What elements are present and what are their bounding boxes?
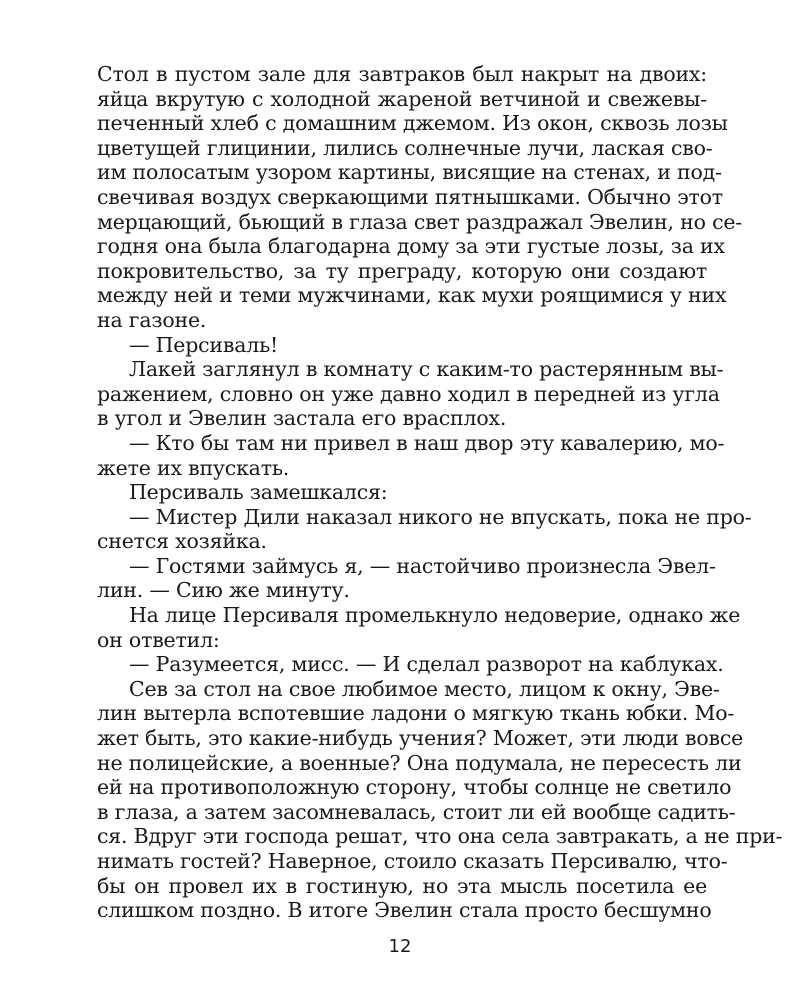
text-line: он ответил: <box>97 627 220 652</box>
text-line: мерцающий, бьющий в глаза свет раздражал Эвелин, но се- <box>97 209 743 234</box>
text-line: покровительство, за ту преграду, которую они создают <box>97 258 707 283</box>
text-line: ражением, словно он уже давно ходил в передней из угла <box>97 381 720 406</box>
text-line: — Гостями займусь я, — настойчиво произнесла Эвел- <box>129 553 716 578</box>
text-line: Стол в пустом зале для завтраков был накрыт на двоих: <box>97 62 707 86</box>
text-line: слишком поздно. В итоге Эвелин стала просто бесшумно <box>97 898 712 923</box>
text-line: на газоне. <box>97 307 207 332</box>
text-line: На лице Персиваля промелькнуло недоверие, однако же <box>129 603 741 628</box>
text-line: цветущей глицинии, лились солнечные лучи, лаская сво- <box>97 135 713 160</box>
text-line: печенный хлеб с домашним джемом. Из окон, сквозь лозы <box>97 111 728 136</box>
text-line: ся. Вдруг эти господа решат, что она села завтракать, а не при- <box>97 824 783 849</box>
text-line: — Мистер Дили наказал никого не впускать, пока не про- <box>129 504 752 529</box>
text-line: яйца вкрутую с холодной жареной ветчиной и свежевы- <box>97 86 707 111</box>
text-line: ей на противоположную сторону, чтобы солнце не светило <box>97 775 732 800</box>
text-line: в глаза, а затем засомневалась, стоит ли ей вообще садить- <box>97 799 736 824</box>
text-line: лин. — Сию же минуту. <box>97 578 350 603</box>
text-line: Сев за стол на свое любимое место, лицом к окну, Эве- <box>129 676 720 701</box>
text-line: снется хозяйка. <box>97 529 267 554</box>
text-line: Персиваль замешкался: <box>129 480 388 505</box>
text-line: — Разумеется, мисс. — И сделал разворот на каблуках. <box>129 652 724 677</box>
text-line: им полосатым узором картины, висящие на стенах, и под- <box>97 160 722 185</box>
text-line: Лакей заглянул в комнату с каким-то растерянным вы- <box>129 357 724 382</box>
text-line: не полицейские, а военные? Она подумала, не пересесть ли <box>97 750 742 775</box>
text-line: — Кто бы там ни привел в наш двор эту кавалерию, мо- <box>129 430 725 455</box>
text-line: между ней и теми мужчинами, как мухи роящимися у них <box>97 283 727 308</box>
text-line: в угол и Эвелин застала его врасплох. <box>97 406 507 431</box>
text-line: жет быть, это какие-нибудь учения? Может, эти люди вовсе <box>97 726 744 751</box>
text-line: свечивая воздух сверкающими пятнышками. Обычно этот <box>97 184 723 209</box>
text-line: годня она была благодарна дому за эти густые лозы, за их <box>97 234 725 259</box>
page-body-text <box>97 62 783 923</box>
page-number: 12 <box>388 936 412 957</box>
text-line: лин вытерла вспотевшие ладони о мягкую ткань юбки. Мо- <box>97 701 735 726</box>
text-line: — Персиваль! <box>129 332 279 357</box>
text-line: жете их впускать. <box>97 455 290 480</box>
text-line: нимать гостей? Наверное, стоило сказать Персивалю, что- <box>97 849 728 873</box>
text-line: бы он провел их в гостиную, но эта мысль посетила ее <box>97 873 707 898</box>
